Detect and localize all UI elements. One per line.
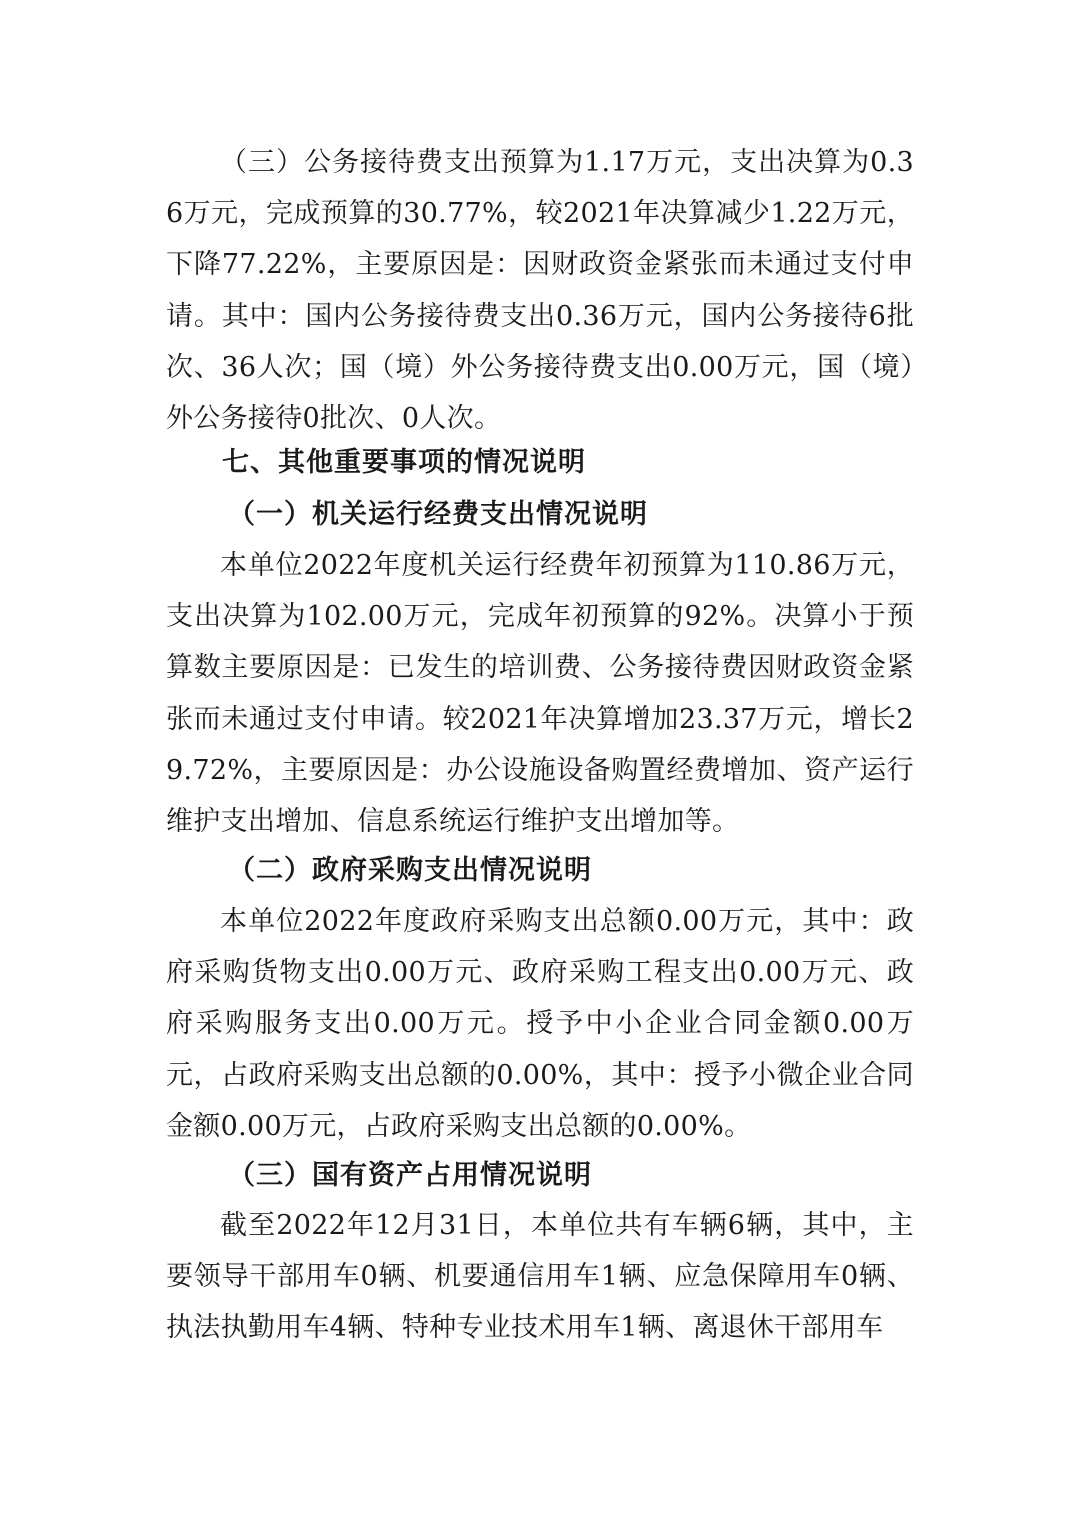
- state-assets-heading: （三）国有资产占用情况说明: [228, 1160, 592, 1191]
- operating-cost-paragraph: 本单位2022年度机关运行经费年初预算为110.86万元，支出决算为102.00万元，完成年初预算的92%。决算小于预算数主要原因是：已发生的培训费、公务接待费因财政资金紧张而未通过支付申请。较2021年决算增加23.37万元，增长29.72%，主要原因是：办公设施设备购置经费增加、资产运行维护支出增加、信息系统运行维护支出增加等。: [166, 550, 914, 838]
- section-7-heading: 七、其他重要事项的情况说明: [222, 447, 586, 478]
- procurement-paragraph: 本单位2022年度政府采购支出总额0.00万元，其中：政府采购货物支出0.00万元、政府采购工程支出0.00万元、政府采购服务支出0.00万元。授予中小企业合同金额0.00万元，占政府采购支出总额的0.00%，其中：授予小微企业合同金额0.00万元，占政府采购支出总额的0.00%。: [166, 906, 914, 1142]
- procurement-heading: （二）政府采购支出情况说明: [228, 855, 592, 886]
- state-assets-paragraph: 截至2022年12月31日，本单位共有车辆6辆，其中，主要领导干部用车0辆、机要通信用车1辆、应急保障用车0辆、执法执勤用车4辆、特种专业技术用车1辆、离退休干部用车: [166, 1210, 914, 1344]
- reception-expense-paragraph: （三）公务接待费支出预算为1.17万元，支出决算为0.36万元，完成预算的30.77%，较2021年决算减少1.22万元，下降77.22%，主要原因是：因财政资金紧张而未通过支付申请。其中：国内公务接待费支出0.36万元，国内公务接待6批次、36人次；国（境）外公务接待费支出0.00万元，国（境）外公务接待0批次、0人次。: [166, 147, 914, 435]
- operating-cost-heading: （一）机关运行经费支出情况说明: [228, 499, 648, 530]
